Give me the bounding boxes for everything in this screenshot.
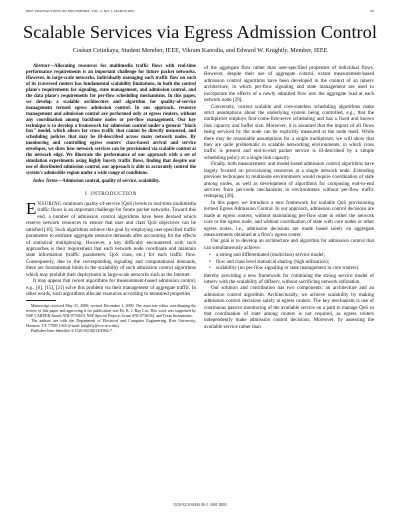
right-column [204,65,374,330]
list-item: • scalability (no per-flow signaling or state management in core routers) [204,265,374,271]
index-terms [26,179,196,185]
abstract [26,64,196,177]
body-paragraph-5: Our goal is to develop an architecture and algorithm for admission control that can simultaneously achieve: [204,238,374,251]
body-paragraph-2: Conversely, current scalable and core-stateless scheduling algorithms make strict assumptions about the underlying system being controlled, e.g., that the multiplexer employs first-come-first-serve scheduling and has a fixed and known link capacity and buffer size. Moreover, it is assumed that the impact of all flows being serviced by the node can be explicitly measured at the node itself. While there may be reasonable assumptions for a single multiplexer, we will show that they are quite problematic in scalable networking environments, in which cross traffic is present and end-to-end packet service is ill-described by a simple scheduling policy or a single link capacity. [204,103,374,161]
page-number: 69 [370,9,374,13]
paper-title: Scalable Services via Egress Admission Control [23,22,377,42]
footnote-manuscript: Manuscript received May 31, 2000; revised December 1, 2000. The associate editor coordinating the review of this paper and approving it for publication was Dr. K. J. Ray Liu. This work was supported by NSF CAREER Award ANI-9733610, NSF Special Projects Grant ANI-9730104, and Texas Instruments. [26,303,196,319]
body-paragraph-7: Our solution and contribution has two components: an architecture and an admission control algorithm. Architecturally, we achieve scalability by making admission control decisions solely at egress routers. The key mechanism is use of continuous passive monitoring of the available service on a path to manage QoS so that coordination of state among routers is not required, as egress routers independently make admission control decisions. Moreover, by assessing the available service rather than [204,285,374,330]
intro-paragraph-2: It may appear that recent algorithms for measurement-based admission control, e.g., [6], [15], [21] solve this problem via their management of aggregate traffic. In other words, such algorithms allocate resources according to measured properties [26,278,196,297]
goal-list [204,252,374,271]
index-terms-label: Index Terms— [33,179,63,185]
intro-body-1: minimum quality-of-service (QoS) levels to real-time multimedia traffic flows is an important challenge for future packet networks. Toward this end, a number of admission control algorithms have been devised which reserve network resources to ensure that user and class QoS objectives can be satisfied [10]. Such algorithms achieve this goal by employing user-specified traffic parameters to estimate aggregate resource demands after accounting for the effects of statistical multiplexing. However, a key difficulty encountered with such approaches is their requirement that each network node coordinate and maintain state information (traffic parameters, QoS class, etc.) for each traffic flow. Consequently, due to the corresponding signaling and computational demands, there are fundamental limits to the scalability of such admission control algorithms which may prohibit their deployment in large-scale networks such as the Internet. [26,201,197,278]
footnote-divider [26,300,56,301]
intro-paragraph-1 [26,201,196,278]
list-item: • a strong and differentiated (multiclass) service model; [204,252,374,258]
running-head [26,9,374,16]
journal-name: IEEE TRANSACTIONS ON MULTIMEDIA, VOL. 3, NO. 1, MARCH 2001 [26,9,135,13]
body-paragraph-4: In this paper, we introduce a new framework for scalable QoS provisioning termed Egress Admission Control. In our approach, admission control decisions are made at egress routers, without maintaining per-flow state in either the network core or the egress node, and without coordination of state with core nodes or other egress nodes, i.e., admission decisions are made based solely on aggregate measurements obtained at a flow's egress router. [204,199,374,238]
index-terms-text: Admission control, quality of service, scalability. [62,179,161,185]
footnote-identifier: Publisher Item Identifier S 1520-9210(01)01864-7. [31,328,113,334]
intro-text-1 [26,201,196,278]
abstract-label: Abstract— [33,64,55,69]
list-item: • flow and class level statistical sharing (high utilization); [204,259,374,265]
author-list: Coskun Cetinkaya, Student Member, IEEE, Vikram Kanodia, and Edward W. Knightly, Member, IEEE [72,47,328,54]
section-heading-introduction: I. INTRODUCTION [85,191,137,198]
body-paragraph-6: thereby providing a new framework for combining the strong service model of intserv with the scalability of diffserv, without sacrificing network utilization. [204,272,374,285]
body-paragraph-3: Finally, both measurement- and model-based admission control algorithms have largely focused on provisioning resources at a single network node. Extending previous techniques to multinode environments would require coordination of state among nodes, as well as development of algorithms for composing end-to-end services from per-node mechanisms in environments without per-flow traffic reshaping [28]. [204,161,374,200]
body-paragraph-1: of the aggregate flow rather than user-specified properties of individual flows. However, despite their use of aggregate control, extant measurement-based admission control algorithms have been developed in the context of an intserv architecture, in which per-flow signaling and state management are used to incorporate the effects of a newly admitted flow into the aggregate load at each network node [29]. [204,65,374,104]
intro-lead-word: NSURING [37,201,62,208]
drop-cap: E [26,199,37,219]
abstract-text: Allocating resources for multimedia traffic flows with real-time performance requirements is an important challenge for future packet networks. However, in large-scale networks, individually managing each traffic flow on each of its traversed routers has fundamental scalability limitations, in both the control plane's requirements for signaling, state management, and admission control, and the data plane's requirements for per-flow scheduling mechanisms. In this paper, we develop a scalable architecture and algorithm for quality-of-service management termed egress admission control. In our approach, resource management and admission control are performed only at egress routers, without any coordination among backbone nodes or per-flow management. Our key technique is to develop a framework for admission control under a general "black box" model, which allows for cross traffic that cannot be directly measured, and scheduling policies that may be ill-described across many network nodes. By monitoring and controlling egress routers' class-based arrival and service envelopes, we show how network services can be provisioned via scalable control at the network edge. We illustrate the performance of our approach with a set of simulation experiments using highly bursty traffic flows, finding that despite our use of distributed admission control, our approach is able to accurately control the system's admissible region under a wide range of conditions. [26,64,196,177]
left-column [26,64,196,333]
footnote-affiliation: The authors are with the Department of Electrical and Computer Engineering, Rice University, Houston, TX 77005 USA (e-mail: knightly@ece.rice.edu). [26,318,196,329]
copyright-footer: 1520-9210/01$10.00 © 2001 IEEE [173,503,227,507]
